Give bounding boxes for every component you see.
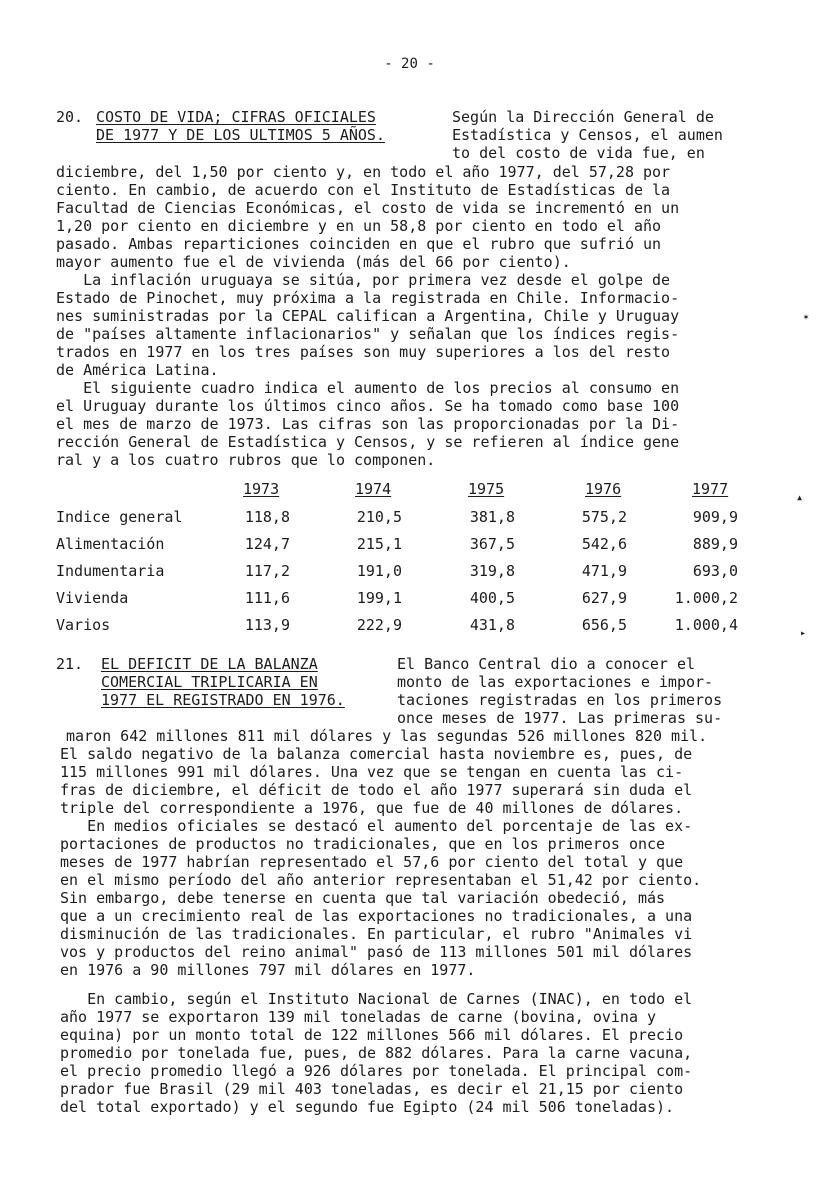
- section-20-body-line: Facultad de Ciencias Económicas, el costo de vida se incrementó en un: [56, 199, 680, 217]
- table-cell: 199,1: [356, 589, 402, 607]
- section-20-body-line: pasado. Ambas reparticiones coinciden en que el rubro que sufrió un: [56, 235, 662, 253]
- section-21-body-line: meses de 1977 habrían representado el 57,6 por ciento del total y que: [60, 853, 684, 871]
- table-cell: 400,5: [469, 589, 515, 607]
- table-row-label: Indice general: [56, 508, 183, 526]
- section-20-body-line: trados en 1977 en los tres países son muy superiores a los del resto: [56, 343, 671, 361]
- section-21-body2-line: promedio por tonelada fue, pues, de 882 dólares. Para la carne vacuna,: [60, 1044, 693, 1062]
- table-cell: 693,0: [692, 562, 738, 580]
- table-cell: 627,9: [581, 589, 627, 607]
- table-cell: 111,6: [244, 589, 290, 607]
- section-20-title-line-2: DE 1977 Y DE LOS ULTIMOS 5 AÑOS.: [96, 126, 385, 144]
- section-20-body-line: mayor aumento fue el de vivienda (más del 66 por ciento).: [56, 253, 571, 271]
- section-21-body-line: disminución de las tradicionales. En particular, el rubro "Animales vi: [60, 925, 693, 943]
- section-20-title-line-1: COSTO DE VIDA; CIFRAS OFICIALES: [96, 108, 376, 126]
- section-21-body-line: que a un crecimiento real de las exportaciones no tradicionales, a una: [60, 907, 693, 925]
- table-cell: 215,1: [356, 535, 402, 553]
- section-21-body-line: vos y productos del reino animal" pasó de 113 millones 501 mil dólares: [60, 943, 693, 961]
- table-row-label: Varios: [56, 616, 111, 634]
- table-cell: 124,7: [244, 535, 290, 553]
- section-21-body-line: portaciones de productos no tradicionales, que en los primeros once: [60, 835, 666, 853]
- table-cell: 118,8: [244, 508, 290, 526]
- section-21-title-line-1: EL DEFICIT DE LA BALANZA: [101, 655, 318, 673]
- section-20-body-line: rección General de Estadística y Censos, y se refieren al índice gene: [56, 433, 680, 451]
- table-row-label: Vivienda: [56, 589, 129, 607]
- section-21-body-line: maron 642 millones 811 mil dólares y las segundas 526 millones 820 mil.: [66, 727, 708, 745]
- section-21-title-line-2: COMERCIAL TRIPLICARIA EN: [101, 673, 318, 691]
- table-cell: 909,9: [692, 508, 738, 526]
- section-21-body-line: El saldo negativo de la balanza comercial hasta noviembre es, pues, de: [60, 745, 693, 763]
- table-cell: 191,0: [356, 562, 402, 580]
- table-cell: 113,9: [244, 616, 290, 634]
- table-year-header: 1975: [468, 480, 505, 498]
- section-20-body-line: ciento. En cambio, de acuerdo con el Instituto de Estadísticas de la: [56, 181, 671, 199]
- section-21-body2-line: del total exportado) y el segundo fue Egipto (24 mil 506 toneladas).: [60, 1098, 675, 1116]
- scan-speck: ▸: [800, 628, 807, 639]
- table-cell: 1.000,2: [674, 589, 738, 607]
- table-cell: 889,9: [692, 535, 738, 553]
- section-20-body-line: El siguiente cuadro indica el aumento de los precios al consumo en: [56, 379, 680, 397]
- table-cell: 319,8: [469, 562, 515, 580]
- section-20-body-line: ral y a los cuatro rubros que lo componen.: [56, 451, 436, 469]
- section-20-body-line: de América Latina.: [56, 361, 219, 379]
- section-21-body-line: en 1976 a 90 millones 797 mil dólares en 1977.: [60, 961, 476, 979]
- table-row-label: Alimentación: [56, 535, 165, 553]
- section-21-body2-line: prador fue Brasil (29 mil 403 toneladas, es decir el 21,15 por ciento: [60, 1080, 684, 1098]
- section-20-number: 20.: [56, 108, 84, 126]
- table-cell: 222,9: [356, 616, 402, 634]
- section-20-body-line: Estado de Pinochet, muy próxima a la registrada en Chile. Informacio-: [56, 289, 680, 307]
- table-year-header: 1973: [243, 480, 280, 498]
- section-20-body-line: La inflación uruguaya se sitúa, por primera vez desde el golpe de: [56, 271, 671, 289]
- section-21-number: 21.: [56, 655, 84, 673]
- section-21-body-line: En medios oficiales se destacó el aumento del porcentaje de las ex-: [60, 817, 693, 835]
- section-20-body-line: diciembre, del 1,50 por ciento y, en todo el año 1977, del 57,28 por: [56, 163, 671, 181]
- table-cell: 117,2: [244, 562, 290, 580]
- section-20-side-line: to del costo de vida fue, en: [452, 144, 705, 162]
- table-year-header: 1977: [692, 480, 729, 498]
- table-cell: 471,9: [581, 562, 627, 580]
- section-21-side-line: once meses de 1977. Las primeras su-: [397, 709, 723, 727]
- section-20-body-line: el mes de marzo de 1973. Las cifras son las proporcionadas por la Di-: [56, 415, 680, 433]
- section-20-side-line: Según la Dirección General de: [452, 108, 714, 126]
- table-row-label: Indumentaria: [56, 562, 165, 580]
- scan-speck: ▴: [796, 490, 804, 504]
- table-cell: 367,5: [469, 535, 515, 553]
- table-year-header: 1974: [355, 480, 392, 498]
- section-21-body2-line: el precio promedio llegó a 926 dólares por tonelada. El principal com-: [60, 1062, 693, 1080]
- page-number: - 20 -: [384, 56, 435, 72]
- section-21-body-line: Sin embargo, debe tenerse en cuenta que tal variación obedeció, más: [60, 889, 666, 907]
- section-21-side-line: El Banco Central dio a conocer el: [397, 655, 696, 673]
- scan-speck: ✶: [803, 312, 810, 323]
- table-cell: 210,5: [356, 508, 402, 526]
- section-21-title-line-3: 1977 EL REGISTRADO EN 1976.: [101, 691, 345, 709]
- section-21-body-line: triple del correspondiente a 1976, que fue de 40 millones de dólares.: [60, 799, 684, 817]
- section-21-body-line: fras de diciembre, el déficit de todo el año 1977 superará sin duda el: [60, 781, 693, 799]
- table-cell: 431,8: [469, 616, 515, 634]
- section-20-body-line: el Uruguay durante los últimos cinco años. Se ha tomado como base 100: [56, 397, 680, 415]
- table-cell: 542,6: [581, 535, 627, 553]
- section-21-side-line: monto de las exportaciones e impor-: [397, 673, 714, 691]
- table-year-header: 1976: [585, 480, 622, 498]
- section-21-body2-line: equina) por un monto total de 122 millones 566 mil dólares. El precio: [60, 1026, 684, 1044]
- section-21-side-line: taciones registradas en los primeros: [397, 691, 723, 709]
- table-cell: 1.000,4: [674, 616, 738, 634]
- section-21-body2-line: año 1977 se exportaron 139 mil toneladas de carne (bovina, ovina y: [60, 1008, 657, 1026]
- section-21-body-line: en el mismo período del año anterior representaban el 51,42 por ciento.: [60, 871, 702, 889]
- section-20-body-line: de "países altamente inflacionarios" y señalan que los índices regis-: [56, 325, 680, 343]
- table-cell: 381,8: [469, 508, 515, 526]
- section-20-body-line: nes suministradas por la CEPAL califican a Argentina, Chile y Uruguay: [56, 307, 680, 325]
- section-21-body2-line: En cambio, según el Instituto Nacional de Carnes (INAC), en todo el: [60, 990, 693, 1008]
- section-20-body-line: 1,20 por ciento en diciembre y en un 58,8 por ciento en todo el año: [56, 217, 662, 235]
- table-cell: 575,2: [581, 508, 627, 526]
- table-cell: 656,5: [581, 616, 627, 634]
- section-20-side-line: Estadística y Censos, el aumen: [452, 126, 723, 144]
- section-21-body-line: 115 millones 991 mil dólares. Una vez que se tengan en cuenta las ci-: [60, 763, 684, 781]
